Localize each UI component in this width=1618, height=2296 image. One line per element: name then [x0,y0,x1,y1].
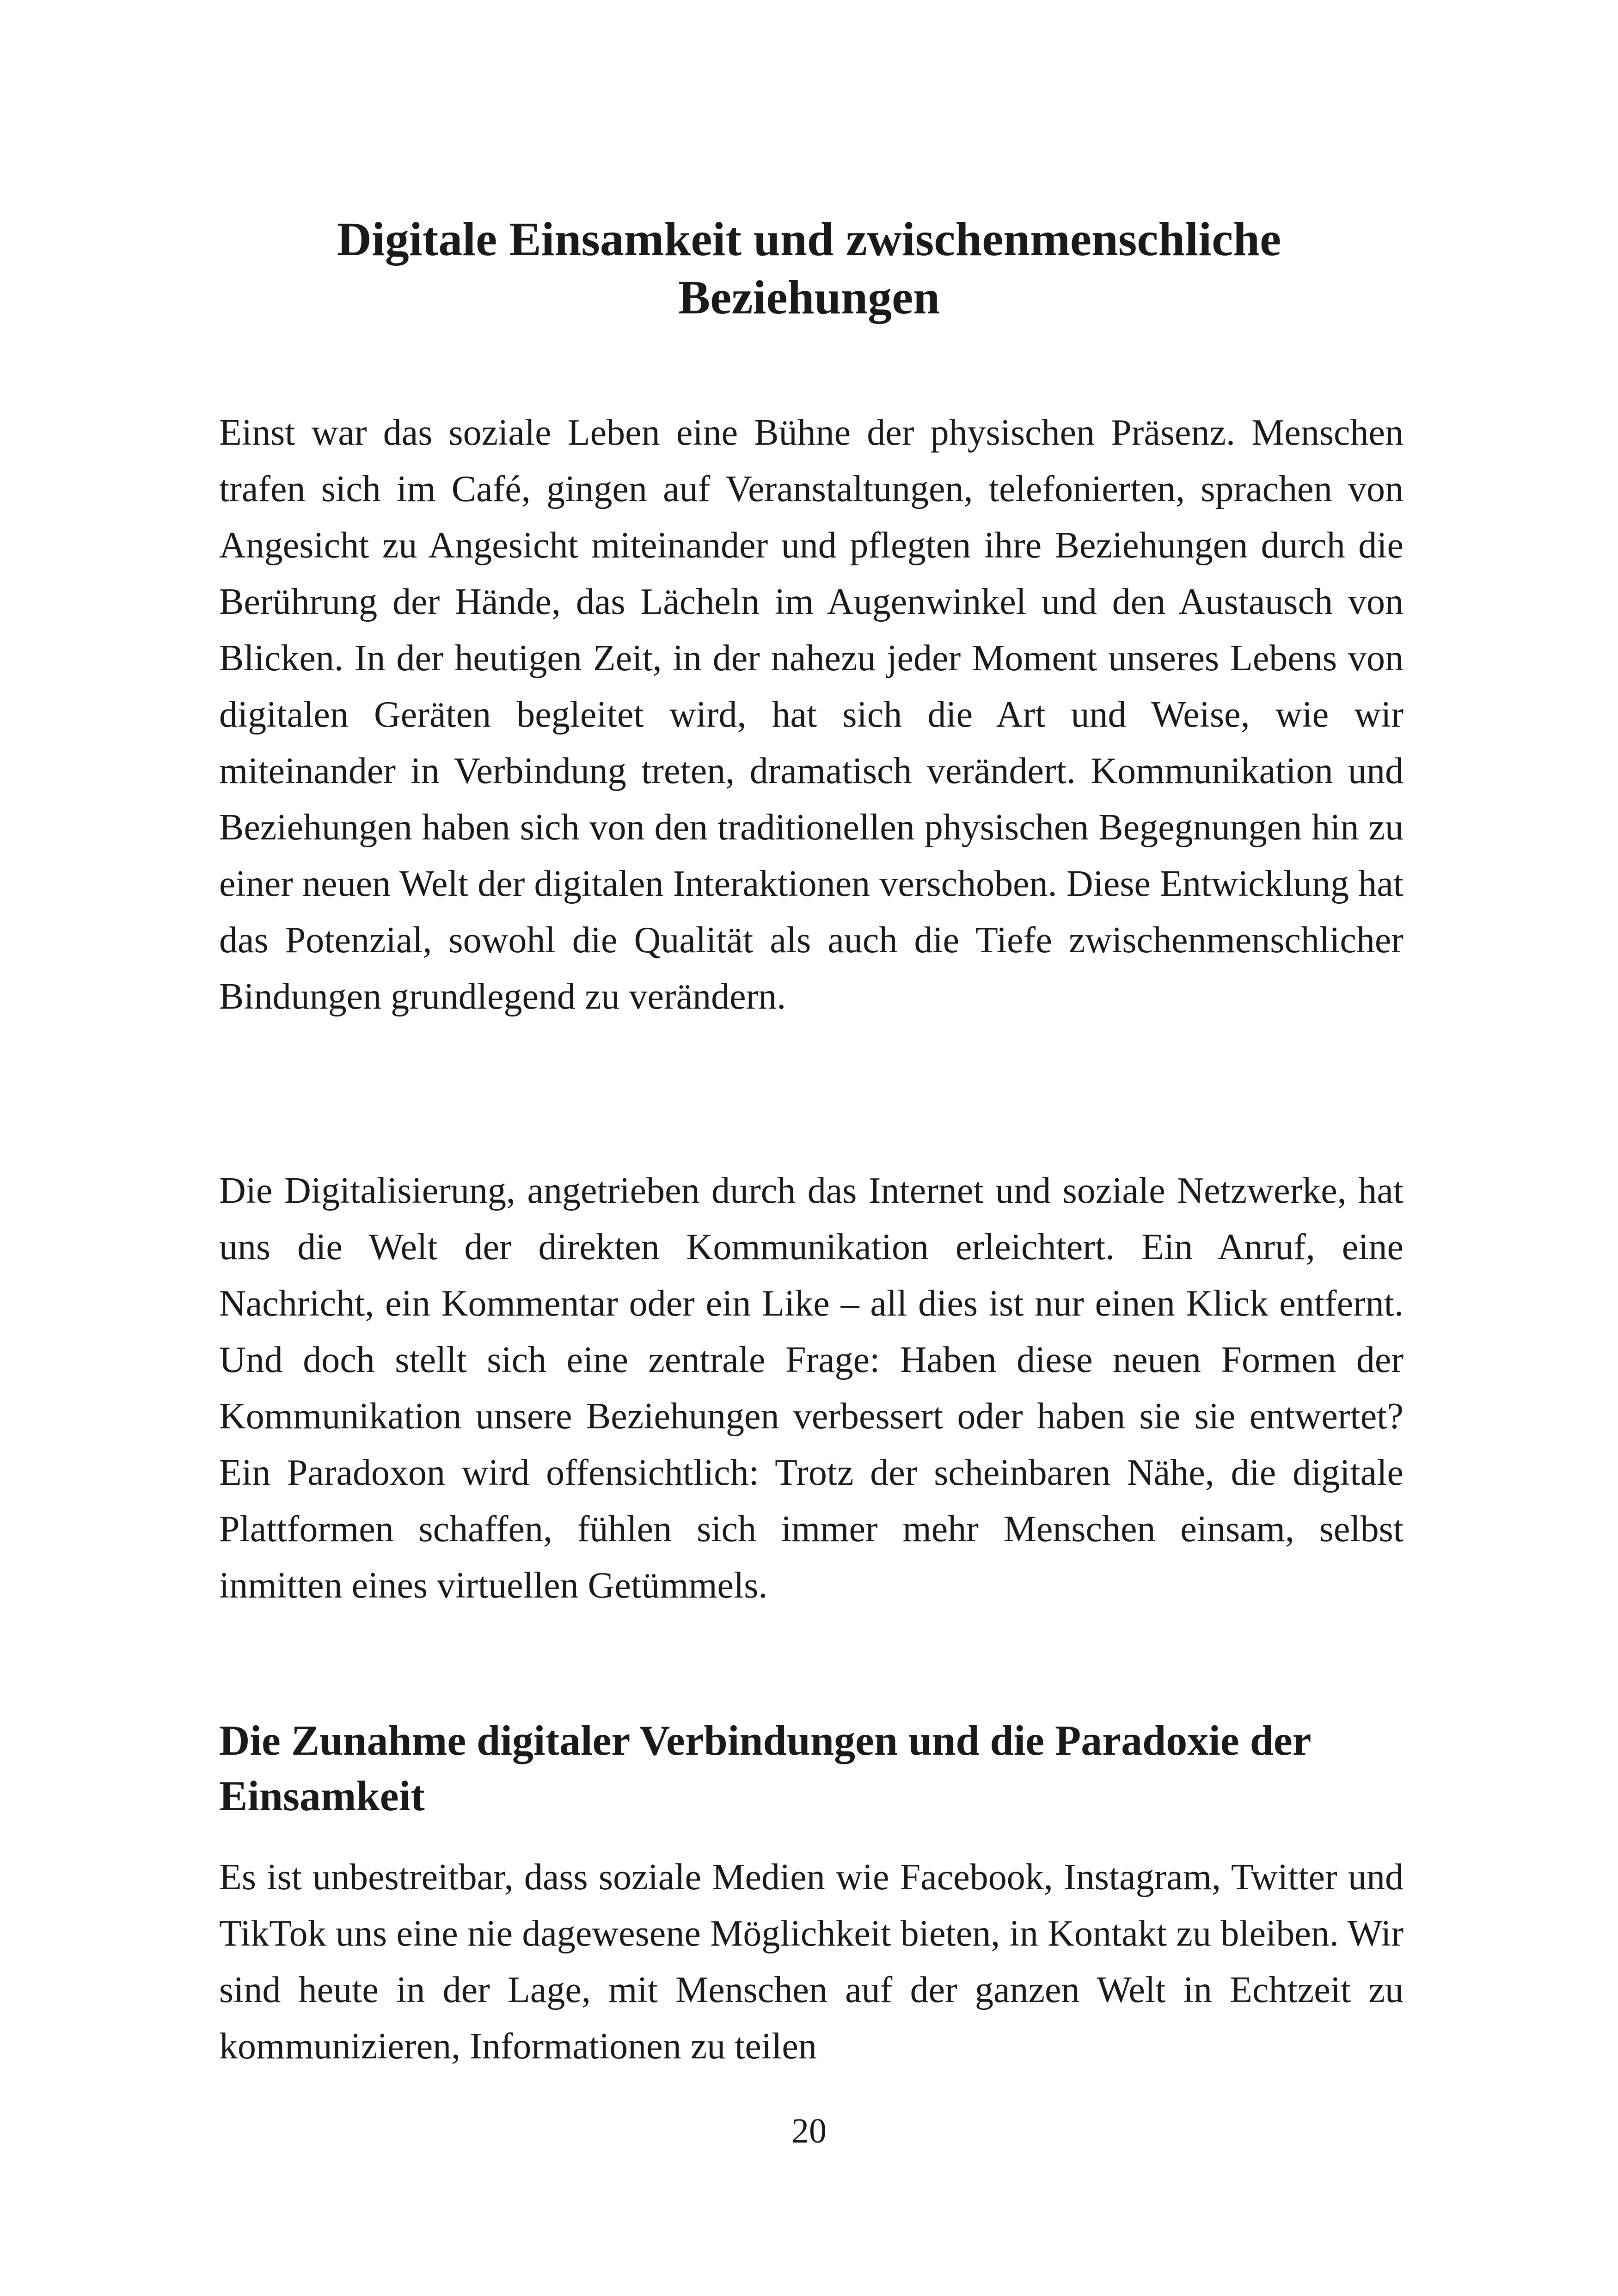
chapter-title: Digitale Einsamkeit und zwischenmenschliche Beziehungen [337,213,1281,324]
section-heading: Die Zunahme digitaler Verbindungen und die Paradoxie der Einsamkeit [219,1717,1311,1819]
body-paragraph-1: Einst war das soziale Leben eine Bühne der physischen Präsenz. Menschen trafen sich im Café, gingen auf Veranstaltungen, telefonierten, sprachen von Angesicht zu Angesicht miteinander und pflegten ihre Beziehungen durch die Berührung der Hände, das Lächeln im Augenwinkel und den Austausch von Blicken. In der heutigen Zeit, in der nahezu jeder Moment unseres Lebens von digitalen Geräten begleitet wird, hat sich die Art und Weise, wie wir miteinander in Verbindung treten, dramatisch verändert. Kommunikation und Beziehungen haben sich von den traditionellen physischen Begegnungen hin zu einer neuen Welt der digitalen Interaktionen verschoben. Diese Entwicklung hat das Potenzial, sowohl die Qualität als auch die Tiefe zwischenmenschlicher Bindungen grundlegend zu verändern. [219,412,1403,1017]
section-paragraph: Es ist unbestreitbar, dass soziale Medien wie Facebook, Instagram, Twitter und TikTok uns eine nie dagewesene Möglichkeit bieten, in Kontakt zu bleiben. Wir sind heute in der Lage, mit Menschen auf der ganzen Welt in Echtzeit zu kommunizieren, Informationen zu teilen [219,1857,1403,2067]
page-number: 20 [791,2112,827,2150]
body-paragraph-2: Die Digitalisierung, angetrieben durch das Internet und soziale Netzwerke, hat uns die Welt der direkten Kommunikation erleichtert. Ein Anruf, eine Nachricht, ein Kommentar oder ein Like – all dies ist nur einen Klick entfernt. Und doch stellt sich eine zentrale Frage: Haben diese neuen Formen der Kommunikation unsere Beziehungen verbessert oder haben sie sie entwertet? Ein Paradoxon wird offensichtlich: Trotz der scheinbaren Nähe, die digitale Plattformen schaffen, fühlen sich immer mehr Menschen einsam, selbst inmitten eines virtuellen Getümmels. [219,1170,1403,1606]
